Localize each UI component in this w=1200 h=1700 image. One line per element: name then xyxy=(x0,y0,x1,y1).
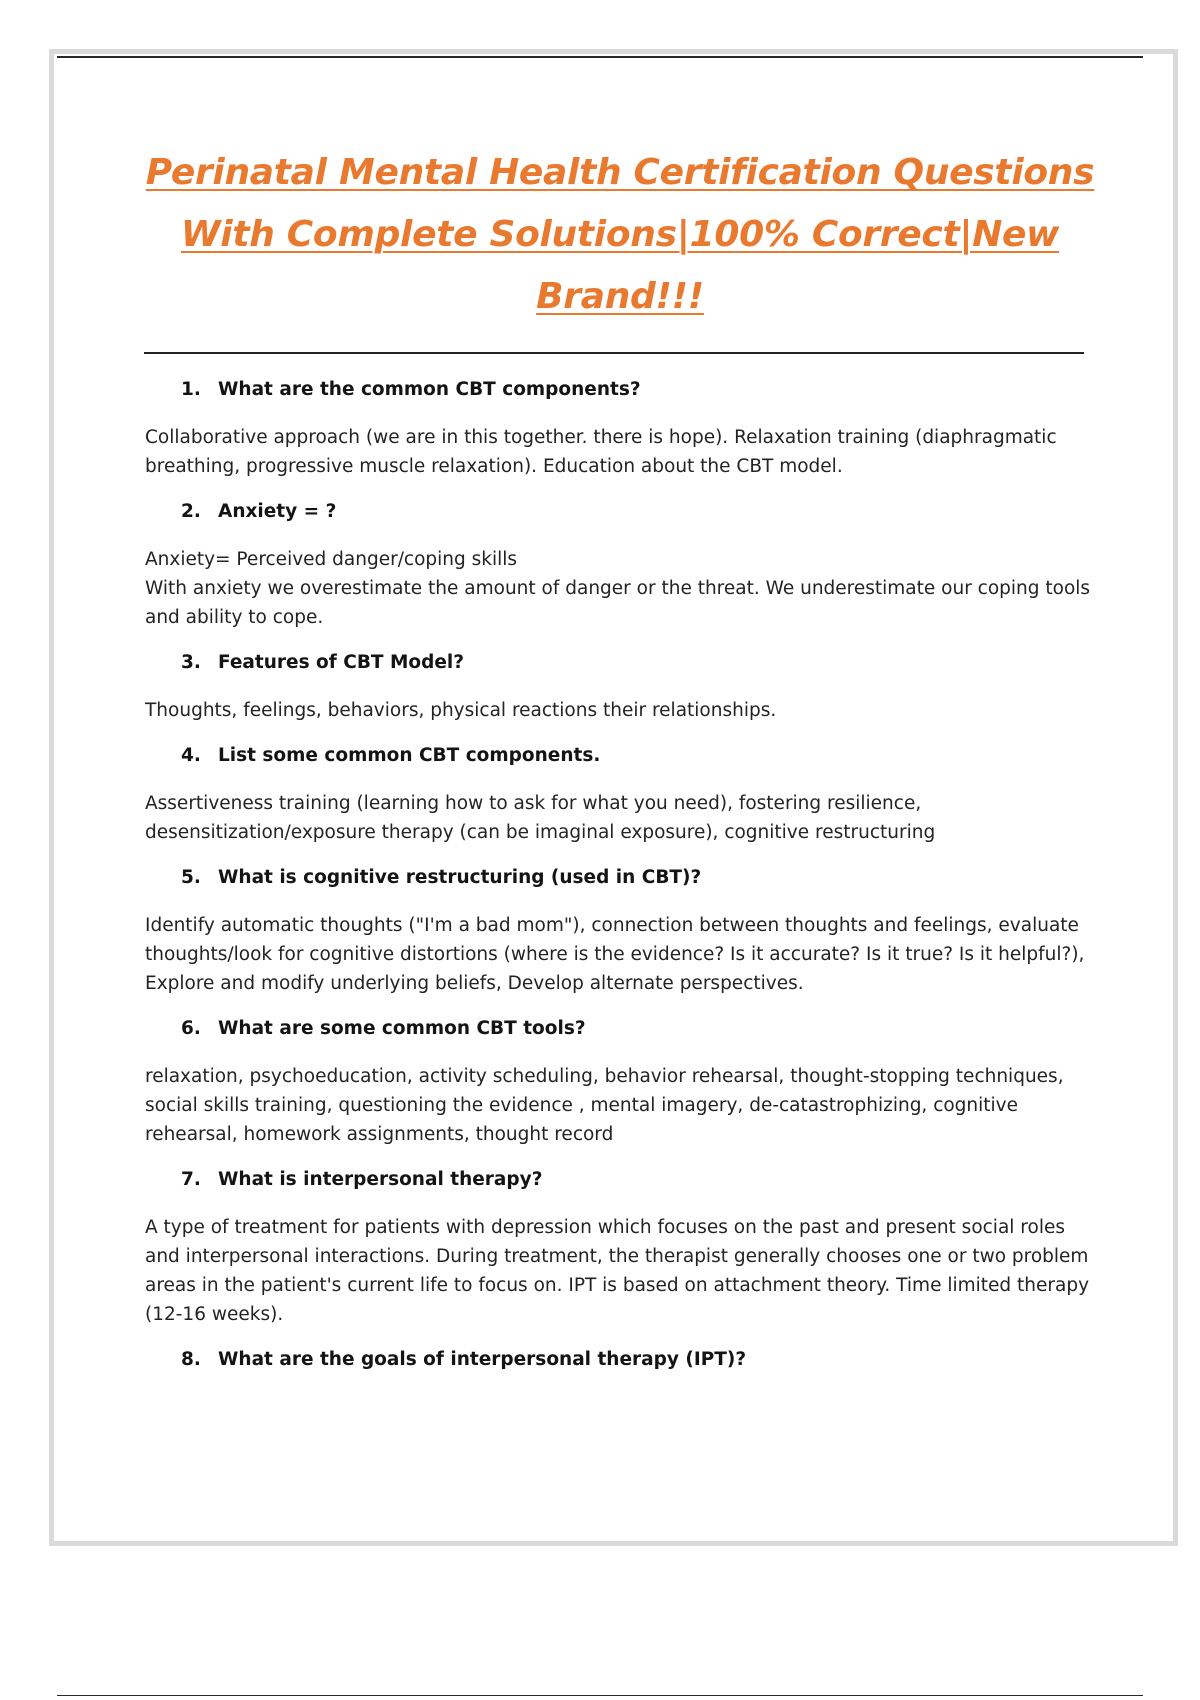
qa-item-5 xyxy=(145,863,1095,998)
answer-1: Collaborative approach (we are in this together. there is hope). Relaxation training (diaphragmatic breathing, progressive muscle relaxation). Education about the CBT model. xyxy=(145,427,1057,477)
question-number: 1. xyxy=(181,379,201,400)
question-8 xyxy=(181,1345,1095,1375)
answer-2-line-1: Anxiety= Perceived danger/coping skills xyxy=(145,549,518,570)
question-number: 2. xyxy=(181,501,201,522)
title-line-2: With Complete Solutions|100% Correct|New xyxy=(180,214,1060,255)
top-rule xyxy=(57,56,1143,58)
question-text: Anxiety = ? xyxy=(218,501,337,522)
question-text: What are the common CBT components? xyxy=(218,379,641,400)
qa-item-8 xyxy=(145,1345,1095,1375)
question-number: 6. xyxy=(181,1018,201,1039)
qa-item-1 xyxy=(145,375,1095,481)
bottom-rule xyxy=(57,1695,1143,1696)
question-number: 3. xyxy=(181,652,201,673)
question-text: What is cognitive restructuring (used in CBT)? xyxy=(218,867,702,888)
question-5 xyxy=(181,863,1095,893)
question-number: 7. xyxy=(181,1169,201,1190)
title-divider xyxy=(144,352,1084,354)
question-text: What are some common CBT tools? xyxy=(218,1018,586,1039)
qa-list xyxy=(145,375,1095,1393)
answer-2-line-2: With anxiety we overestimate the amount of danger or the threat. We underestimate our coping tools and ability to cope. xyxy=(145,578,1091,628)
qa-item-4 xyxy=(145,741,1095,847)
answer-6: relaxation, psychoeducation, activity scheduling, behavior rehearsal, thought-stopping techniques, social skills training, questioning the evidence , mental imagery, de-catastrophizing, cognitive rehearsal, homework assignments, thought record xyxy=(145,1066,1064,1145)
qa-item-7 xyxy=(145,1165,1095,1329)
answer-3: Thoughts, feelings, behaviors, physical reactions their relationships. xyxy=(145,700,777,721)
question-2 xyxy=(181,497,1095,527)
question-number: 5. xyxy=(181,867,201,888)
qa-item-3 xyxy=(145,648,1095,725)
answer-4: Assertiveness training (learning how to ask for what you need), fostering resilience, desensitization/exposure therapy (can be imaginal exposure), cognitive restructuring xyxy=(145,793,936,843)
question-number: 4. xyxy=(181,745,201,766)
question-text: List some common CBT components. xyxy=(218,745,601,766)
title-line-3: Brand!!! xyxy=(536,276,704,317)
question-6 xyxy=(181,1014,1095,1044)
question-7 xyxy=(181,1165,1095,1195)
document-title xyxy=(130,142,1110,328)
title-line-1: Perinatal Mental Health Certification Questions xyxy=(145,152,1095,193)
answer-7: A type of treatment for patients with depression which focuses on the past and present social roles and interpersonal interactions. During treatment, the therapist generally chooses one or two problem areas in the patient's current life to focus on. IPT is based on attachment theory. Time limited therapy (12-16 weeks). xyxy=(145,1217,1090,1325)
question-text: What are the goals of interpersonal therapy (IPT)? xyxy=(218,1349,747,1370)
question-1 xyxy=(181,375,1095,405)
question-text: Features of CBT Model? xyxy=(218,652,464,673)
qa-item-6 xyxy=(145,1014,1095,1149)
qa-item-2 xyxy=(145,497,1095,632)
question-4 xyxy=(181,741,1095,771)
question-number: 8. xyxy=(181,1349,201,1370)
answer-5: Identify automatic thoughts ("I'm a bad mom"), connection between thoughts and feelings, evaluate thoughts/look for cognitive distortions (where is the evidence? Is it accurate? Is it true? Is it helpful?), Explore and modify underlying beliefs, Develop alternate perspectives. xyxy=(145,915,1085,994)
question-text: What is interpersonal therapy? xyxy=(218,1169,543,1190)
question-3 xyxy=(181,648,1095,678)
answer-2 xyxy=(145,545,1095,632)
